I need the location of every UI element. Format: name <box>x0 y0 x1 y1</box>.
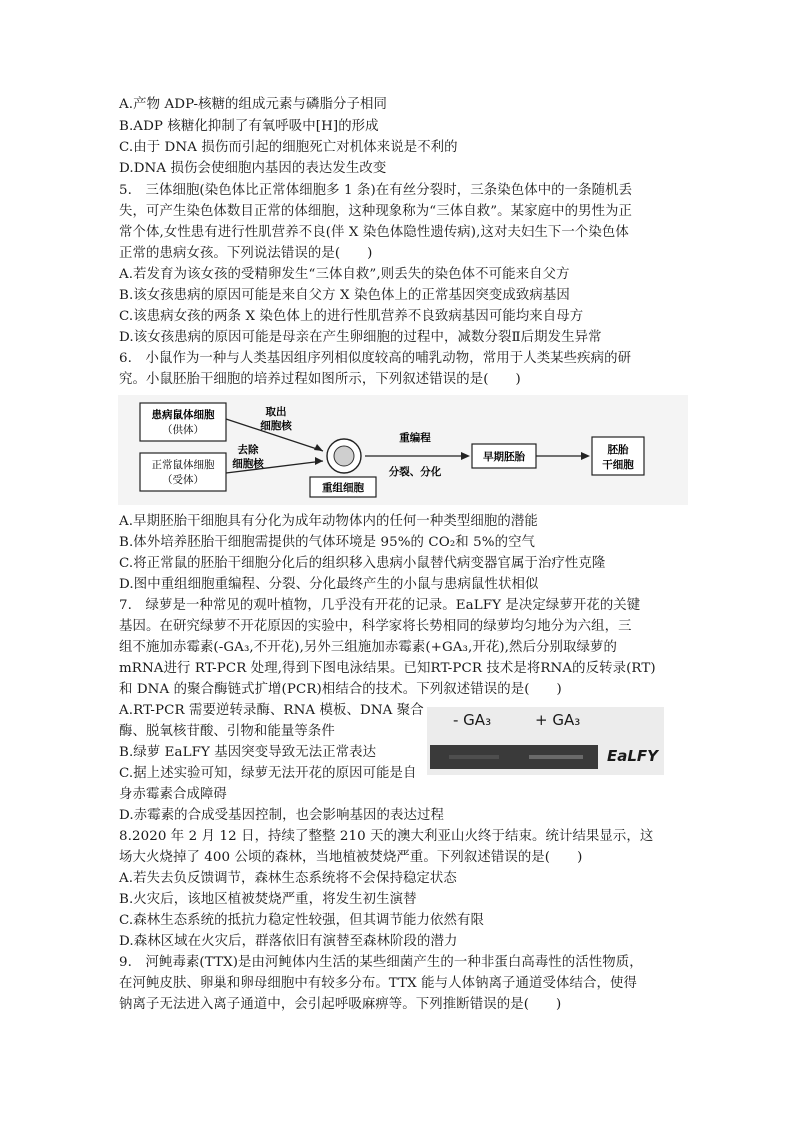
recipient-label-1: 正常鼠体细胞 <box>151 459 215 471</box>
gel-electrophoresis <box>427 707 664 775</box>
q6-option-d: D.图中重组细胞重编程、分裂、分化最终产生的小鼠与患病鼠性状相似 <box>119 577 539 592</box>
q5-option-b: B.该女孩患病的原因可能是来自父方 X 染色体上的正常基因突变成致病基因 <box>119 288 570 303</box>
q7-option-c-line2: 身赤霉素合成障碍 <box>119 787 227 802</box>
q7-option-a-line1: A.RT-PCR 需要逆转录酶、RNA 模板、DNA 聚合 <box>119 703 424 718</box>
q7-option-d: D.赤霉素的合成受基因控制，也会影响基因的表达过程 <box>119 808 444 823</box>
stem-cell-label-2: 干细胞 <box>602 459 634 471</box>
q7-option-c-line1: C.据上述实验可知，绿萝无法开花的原因可能是自 <box>119 766 417 781</box>
take-nucleus-2: 细胞核 <box>260 420 292 432</box>
stem-cell-label-1: 胚胎 <box>607 444 629 456</box>
q7-option-b: B.绿萝 EaLFY 基因突变导致无法正常表达 <box>119 745 377 760</box>
q4-option-d: D.DNA 损伤会使细胞内基因的表达发生改变 <box>119 161 387 176</box>
q5-stem-line4: 正常的患病女孩。下列说法错误的是( ) <box>119 246 373 261</box>
gel-band-plus-ga3 <box>529 755 583 759</box>
q5-stem-line1: 5. 三体细胞(染色体比正常体细胞多 1 条)在有丝分裂时，三条染色体中的一条随机丢 <box>119 183 633 198</box>
donor-label-1: 患病鼠体细胞 <box>151 409 215 421</box>
gel-gene-label: EaLFY <box>607 747 659 765</box>
remove-nucleus-1: 去除 <box>237 444 259 456</box>
q8-option-a: A.若失去负反馈调节，森林生态系统将不会保持稳定状态 <box>119 871 457 886</box>
q9-stem-line1: 9. 河鲀毒素(TTX)是由河鲀体内生活的某些细菌产生的一种非蛋白高毒性的活性物质， <box>119 955 643 970</box>
q6-stem-line2: 究。小鼠胚胎干细胞的培养过程如图所示，下列叙述错误的是( ) <box>119 372 521 387</box>
q9-stem-line2: 在河鲀皮肤、卵巢和卵母细胞中有较多分布。TTX 能与人体钠离子通道受体结合，使得 <box>119 976 637 991</box>
q5-option-a: A.若发育为该女孩的受精卵发生“三体自救”,则丢失的染色体不可能来自父方 <box>119 267 570 282</box>
q5-stem-line3: 常个体,女性患有进行性肌营养不良(伴 X 染色体隐性遗传病),这对夫妇生下一个染色体 <box>119 225 629 240</box>
recipient-label-2: （受体） <box>162 474 204 486</box>
q7-option-a-line2: 酶、脱氧核苷酸、引物和能量等条件 <box>119 724 335 739</box>
q7-stem-line5: 和 DNA 的聚合酶链式扩增(PCR)相结合的技术。下列叙述错误的是( ) <box>119 682 562 697</box>
q7-stem-line3: 组不施加赤霉素(-GA₃,不开花),另外三组施加赤霉素(+GA₃,开花),然后分别取绿萝的 <box>119 640 617 655</box>
gel-plus-ga3-label: + GA₃ <box>535 711 581 729</box>
divide-label: 分裂、分化 <box>388 466 442 478</box>
gel-band-minus-ga3 <box>449 755 499 759</box>
q7-stem-line1: 7. 绿萝是一种常见的观叶植物，几乎没有开花的记录。EaLFY 是决定绿萝开花的关键 <box>119 598 641 613</box>
q7-stem-line4: mRNA进行 RT-PCR 处理,得到下图电泳结果。已知RT-PCR 技术是将RNA的反转录(RT) <box>119 661 656 676</box>
q8-stem-line2: 场大火烧掉了 400 公顷的森林，当地植被焚烧严重。下列叙述错误的是( ) <box>119 850 583 865</box>
recombinant-label: 重组细胞 <box>322 482 364 494</box>
q8-stem-line1: 8.2020 年 2 月 12 日，持续了整整 210 天的澳大利亚山火终于结束。统计结果显示，这 <box>119 829 654 844</box>
q8-option-d: D.森林区域在火灾后，群落依旧有演替至森林阶段的潜力 <box>119 934 458 949</box>
q6-option-a: A.早期胚胎干细胞具有分化为成年动物体内的任何一种类型细胞的潜能 <box>119 514 538 529</box>
q8-option-b: B.火灾后，该地区植被焚烧严重，将发生初生演替 <box>119 892 417 907</box>
cloning-diagram <box>118 395 688 505</box>
q5-option-d: D.该女孩患病的原因可能是母亲在产生卵细胞的过程中，减数分裂Ⅱ后期发生异常 <box>119 330 602 345</box>
q9-stem-line3: 钠离子无法进入离子通道中，会引起呼吸麻痹等。下列推断错误的是( ) <box>119 997 562 1012</box>
q4-option-b: B.ADP 核糖化抑制了有氧呼吸中[H]的形成 <box>119 119 379 134</box>
q6-stem-line1: 6. 小鼠作为一种与人类基因组序列相似度较高的哺乳动物，常用于人类某些疾病的研 <box>119 351 632 366</box>
reprogram-label: 重编程 <box>399 432 431 444</box>
donor-label-2: （供体） <box>162 424 204 436</box>
q7-stem-line2: 基因。在研究绿萝不开花原因的实验中，科学家将长势相同的绿萝均匀地分为六组，三 <box>119 619 632 634</box>
early-embryo-label: 早期胚胎 <box>483 451 525 463</box>
q4-option-a: A.产物 ADP-核糖的组成元素与磷脂分子相同 <box>119 97 387 112</box>
q4-option-c: C.由于 DNA 损伤而引起的细胞死亡对机体来说是不利的 <box>119 140 458 155</box>
remove-nucleus-2: 细胞核 <box>232 458 264 470</box>
take-nucleus-1: 取出 <box>265 406 287 418</box>
recombinant-nucleus <box>334 446 354 466</box>
q6-option-c: C.将正常鼠的胚胎干细胞分化后的组织移入患病小鼠替代病变器官属于治疗性克隆 <box>119 556 606 571</box>
q5-option-c: C.该患病女孩的两条 X 染色体上的进行性肌营养不良致病基因可能均来自母方 <box>119 309 584 324</box>
q6-option-b: B.体外培养胚胎干细胞需提供的气体环境是 95%的 CO₂和 5%的空气 <box>119 535 536 550</box>
gel-minus-ga3-label: - GA₃ <box>453 711 492 729</box>
q8-option-c: C.森林生态系统的抵抗力稳定性较强，但其调节能力依然有限 <box>119 913 484 928</box>
q5-stem-line2: 失，可产生染色体数目正常的体细胞，这种现象称为“三体自救”。某家庭中的男性为正 <box>119 204 633 219</box>
